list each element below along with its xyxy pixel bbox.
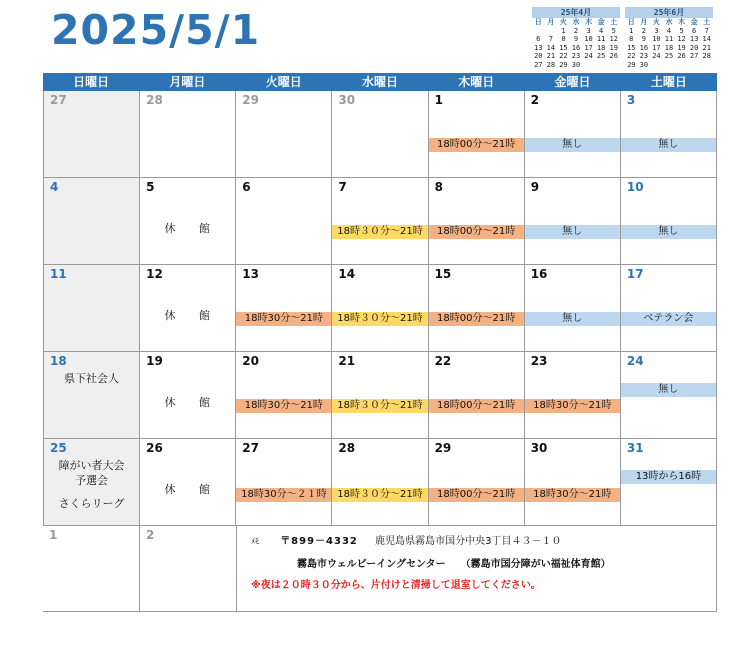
week-row (44, 352, 717, 439)
mini-calendar-title: 25年6月 (625, 7, 713, 18)
day-number: 1 (49, 528, 58, 542)
day-cell[interactable] (621, 178, 717, 265)
day-number: 22 (434, 354, 452, 368)
mini-day[interactable]: 4 (599, 26, 604, 35)
weekday-label: 月曜日 (169, 75, 206, 89)
schedule-bar[interactable]: 無し (525, 138, 620, 152)
mini-day[interactable]: 20 (534, 52, 543, 60)
mini-calendar-june (625, 7, 713, 69)
mini-day[interactable]: 9 (641, 35, 646, 43)
day-number: 26 (146, 441, 163, 455)
mini-day[interactable]: 1 (561, 26, 566, 35)
mini-day[interactable]: 12 (609, 35, 618, 43)
mini-day[interactable]: 26 (609, 52, 618, 60)
day-cell[interactable] (236, 91, 332, 178)
mini-day[interactable]: 6 (536, 35, 541, 43)
event-note: 障がい者大会 (58, 459, 125, 472)
mini-day[interactable]: 22 (627, 52, 636, 60)
day-number: 31 (626, 441, 644, 455)
day-number: 30 (338, 93, 356, 107)
week-row (44, 91, 717, 178)
day-cell[interactable] (332, 439, 428, 526)
mini-weekday: 金 (597, 18, 605, 26)
mini-day[interactable] (532, 27, 545, 36)
mini-calendar-grid (532, 18, 620, 69)
schedule-bar[interactable]: 18時30分～２１時 (236, 488, 331, 502)
mini-day[interactable]: 2 (641, 26, 646, 35)
day-number: 9 (530, 180, 540, 194)
day-number: 29 (434, 441, 452, 455)
mini-day[interactable]: 1 (629, 26, 634, 35)
mini-day[interactable] (675, 61, 688, 70)
mini-day[interactable]: 10 (652, 35, 661, 43)
day-cell[interactable] (43, 526, 140, 611)
mini-day[interactable]: 27 (534, 60, 543, 69)
postal-code: 〒899－4332 (280, 536, 358, 547)
mini-day[interactable] (595, 61, 608, 70)
closed-label: 休 館 (164, 222, 211, 235)
mini-day[interactable] (663, 61, 676, 70)
mini-day[interactable] (650, 61, 663, 70)
mini-day[interactable]: 23 (639, 52, 649, 60)
mini-day[interactable]: 19 (677, 43, 686, 52)
mini-day[interactable]: 15 (559, 43, 568, 52)
day-cell[interactable] (525, 91, 621, 178)
mini-weekday: 水 (572, 18, 580, 26)
day-cell[interactable] (429, 265, 525, 352)
mini-day[interactable] (700, 61, 713, 70)
weekday-label: 日曜日 (73, 75, 110, 89)
mini-day[interactable]: 12 (677, 35, 686, 43)
mini-calendar-title: 25年4月 (532, 7, 620, 18)
day-cell[interactable] (140, 439, 236, 526)
calendar-last-row (43, 526, 717, 612)
mini-day[interactable]: 17 (584, 43, 593, 52)
day-cell[interactable] (140, 91, 236, 178)
day-cell[interactable] (525, 352, 621, 439)
closed-label: 休 館 (164, 396, 211, 409)
schedule-bar[interactable]: 無し (525, 312, 620, 326)
mini-day[interactable]: 13 (689, 35, 699, 43)
day-number: 11 (50, 267, 67, 281)
page-title: 2025/5/1 (51, 6, 261, 54)
day-number: 7 (338, 180, 347, 194)
week-row (44, 178, 717, 265)
schedule-bar[interactable]: 18時00分～21時 (429, 225, 524, 239)
day-cell[interactable] (332, 91, 428, 178)
day-number: 18 (50, 354, 67, 368)
day-number: 28 (338, 441, 356, 455)
day-cell[interactable] (140, 178, 236, 265)
day-number: 8 (434, 180, 443, 194)
day-number: 6 (242, 180, 251, 194)
weekday-label: 金曜日 (554, 75, 591, 89)
mini-day[interactable]: 8 (561, 35, 566, 43)
schedule-bar[interactable]: 無し (525, 225, 620, 239)
warning-note: ※夜は２０時３０分から、片付けと清掃して退室してください。 (251, 580, 541, 591)
mini-weekday: 木 (678, 18, 686, 26)
mini-day[interactable]: 13 (534, 43, 543, 52)
day-number: 20 (242, 354, 259, 368)
mini-weekday: 土 (610, 18, 618, 26)
mini-day[interactable]: 10 (584, 35, 593, 43)
day-cell[interactable] (429, 178, 525, 265)
mini-day[interactable]: 21 (546, 52, 556, 60)
mini-calendar-april (532, 7, 620, 69)
schedule-bar[interactable]: 18時30分～21時 (525, 399, 620, 413)
mini-weekday: 火 (652, 18, 660, 26)
mini-day[interactable]: 18 (664, 43, 674, 52)
mini-day[interactable] (688, 61, 701, 70)
day-cell[interactable] (525, 265, 621, 352)
day-cell[interactable] (140, 352, 236, 439)
mini-weekday: 金 (690, 18, 698, 26)
mini-day[interactable]: 30 (571, 60, 581, 69)
mini-day[interactable]: 17 (652, 43, 661, 52)
day-number: 1 (434, 93, 443, 107)
mini-day[interactable]: 25 (596, 52, 606, 60)
mini-day[interactable]: 26 (677, 52, 686, 60)
day-number: 3 (626, 93, 636, 107)
mini-day[interactable]: 29 (627, 60, 636, 69)
weekday-header (43, 73, 717, 91)
day-cell[interactable] (525, 439, 621, 526)
day-cell[interactable] (621, 439, 717, 526)
schedule-bar[interactable]: 無し (621, 138, 716, 152)
mini-weekday: 月 (547, 18, 555, 26)
day-number: 2 (146, 528, 155, 542)
memo-area (237, 526, 717, 611)
day-number: 17 (626, 267, 644, 281)
mini-day[interactable]: 16 (639, 43, 649, 52)
day-cell[interactable] (236, 265, 332, 352)
weekday-label: 土曜日 (650, 75, 687, 89)
day-number: 25 (50, 441, 67, 455)
mini-day[interactable]: 3 (586, 26, 591, 35)
mini-day[interactable]: 14 (546, 43, 556, 52)
schedule-bar[interactable]: 無し (621, 383, 716, 397)
day-cell[interactable] (621, 265, 717, 352)
schedule-bar[interactable]: 18時３０分～21時 (332, 399, 427, 413)
schedule-bar[interactable]: 18時３０分～21時 (332, 225, 427, 239)
event-note: 予選会 (75, 474, 109, 487)
mini-day[interactable]: 19 (609, 43, 618, 52)
day-cell[interactable] (44, 91, 140, 178)
day-number: 5 (146, 180, 155, 194)
mini-day[interactable]: 6 (692, 26, 697, 35)
schedule-bar[interactable]: 18時３０分～21時 (332, 312, 427, 326)
mini-day[interactable]: 7 (704, 26, 709, 35)
mini-day[interactable]: 29 (559, 60, 568, 69)
mini-weekday: 月 (640, 18, 648, 26)
day-cell[interactable] (332, 265, 428, 352)
day-number: 28 (146, 93, 163, 107)
mini-day[interactable]: 20 (689, 43, 699, 52)
memo-info (251, 532, 611, 591)
mini-day[interactable]: 3 (654, 26, 659, 35)
closed-label: 休 館 (164, 309, 211, 322)
day-cell[interactable] (44, 178, 140, 265)
schedule-bar[interactable]: 18時30分～21時 (236, 399, 331, 413)
day-number: 16 (530, 267, 548, 281)
weekday-label: 火曜日 (265, 75, 302, 89)
day-cell[interactable] (332, 178, 428, 265)
day-number: 27 (242, 441, 259, 455)
mini-day[interactable]: 30 (639, 60, 649, 69)
day-cell[interactable] (44, 352, 140, 439)
schedule-bar[interactable]: 18時30分～21時 (236, 312, 331, 326)
day-cell[interactable] (429, 352, 525, 439)
mini-day[interactable]: 18 (596, 43, 606, 52)
mini-day[interactable]: 8 (629, 35, 634, 43)
mini-weekday: 土 (703, 18, 711, 26)
schedule-bar[interactable]: ベテラン会 (621, 312, 716, 326)
day-cell[interactable] (236, 352, 332, 439)
mini-weekday: 木 (585, 18, 593, 26)
day-number: 12 (146, 267, 163, 281)
schedule-bar[interactable]: 13時から16時 (621, 470, 716, 484)
mini-weekday: 日 (534, 18, 542, 26)
mini-day[interactable] (607, 61, 620, 70)
schedule-bar[interactable]: 18時00分～21時 (429, 138, 524, 152)
day-cell[interactable] (621, 91, 717, 178)
mini-day[interactable]: 22 (559, 52, 568, 60)
mini-day[interactable]: 14 (702, 35, 711, 43)
mini-weekday: 火 (559, 18, 567, 26)
mini-day[interactable]: 27 (689, 52, 699, 60)
weekday-label: 木曜日 (458, 75, 495, 89)
day-number: 14 (338, 267, 356, 281)
memo-label: ﾒﾓ (251, 537, 259, 546)
day-number: 2 (530, 93, 540, 107)
day-number: 15 (434, 267, 452, 281)
address: 鹿児島県霧島市国分中央3丁目４３－１０ (375, 536, 562, 547)
week-row (44, 439, 717, 526)
day-cell[interactable] (332, 352, 428, 439)
schedule-bar[interactable]: 18時３０分～21時 (332, 488, 427, 502)
mini-day[interactable]: 15 (627, 43, 636, 52)
day-number: 4 (50, 180, 59, 194)
day-cell[interactable] (429, 91, 525, 178)
mini-day[interactable]: 7 (548, 35, 553, 43)
day-number: 10 (626, 180, 644, 194)
day-number: 19 (146, 354, 163, 368)
day-number: 13 (242, 267, 259, 281)
mini-day[interactable] (545, 27, 558, 36)
mini-calendar-grid (625, 18, 713, 69)
day-number: 21 (338, 354, 356, 368)
mini-day[interactable]: 25 (664, 52, 674, 60)
week-row (44, 265, 717, 352)
mini-day[interactable]: 5 (679, 26, 684, 35)
day-cell[interactable] (44, 439, 140, 526)
closed-label: 休 館 (164, 483, 211, 496)
event-note: さくらリーグ (58, 497, 125, 510)
day-cell[interactable] (236, 178, 332, 265)
day-number: 23 (530, 354, 548, 368)
mini-day[interactable]: 11 (664, 35, 674, 43)
mini-day[interactable]: 2 (573, 26, 579, 35)
mini-weekday: 水 (665, 18, 673, 26)
mini-day[interactable]: 24 (652, 52, 661, 60)
day-cell[interactable] (525, 178, 621, 265)
mini-day[interactable]: 11 (596, 35, 606, 43)
day-cell[interactable] (44, 265, 140, 352)
mini-day[interactable]: 28 (702, 52, 711, 60)
schedule-bar[interactable]: 18時30分～21時 (525, 488, 620, 502)
schedule-bar[interactable]: 無し (621, 225, 716, 239)
schedule-bar[interactable]: 18時00分～21時 (429, 488, 524, 502)
day-number: 30 (530, 441, 548, 455)
mini-day[interactable]: 21 (702, 43, 711, 52)
weekday-label: 水曜日 (361, 75, 398, 89)
day-cell[interactable] (429, 439, 525, 526)
day-cell[interactable] (236, 439, 332, 526)
day-number: 29 (242, 93, 259, 107)
mini-weekday: 日 (627, 18, 635, 26)
day-cell[interactable] (140, 526, 237, 611)
day-number: 27 (50, 93, 67, 107)
mini-day[interactable]: 9 (573, 35, 579, 43)
mini-day[interactable]: 16 (571, 43, 581, 52)
schedule-bar[interactable]: 18時00分～21時 (429, 312, 524, 326)
day-cell[interactable] (140, 265, 236, 352)
day-number: 24 (626, 354, 644, 368)
mini-day[interactable]: 24 (584, 52, 593, 60)
schedule-bar[interactable]: 18時00分～21時 (429, 399, 524, 413)
calendar-weeks (43, 91, 717, 526)
mini-day[interactable]: 28 (546, 60, 556, 69)
month-calendar (43, 73, 717, 612)
mini-day[interactable] (582, 61, 595, 70)
mini-day[interactable]: 5 (611, 26, 616, 35)
facility-name: 霧島市ウェルビーイングセンター （霧島市国分障がい福祉体育館） (297, 559, 611, 570)
mini-day[interactable]: 4 (666, 26, 672, 35)
event-note: 県下社会人 (64, 372, 120, 385)
day-cell[interactable] (621, 352, 717, 439)
mini-day[interactable]: 23 (571, 52, 581, 60)
